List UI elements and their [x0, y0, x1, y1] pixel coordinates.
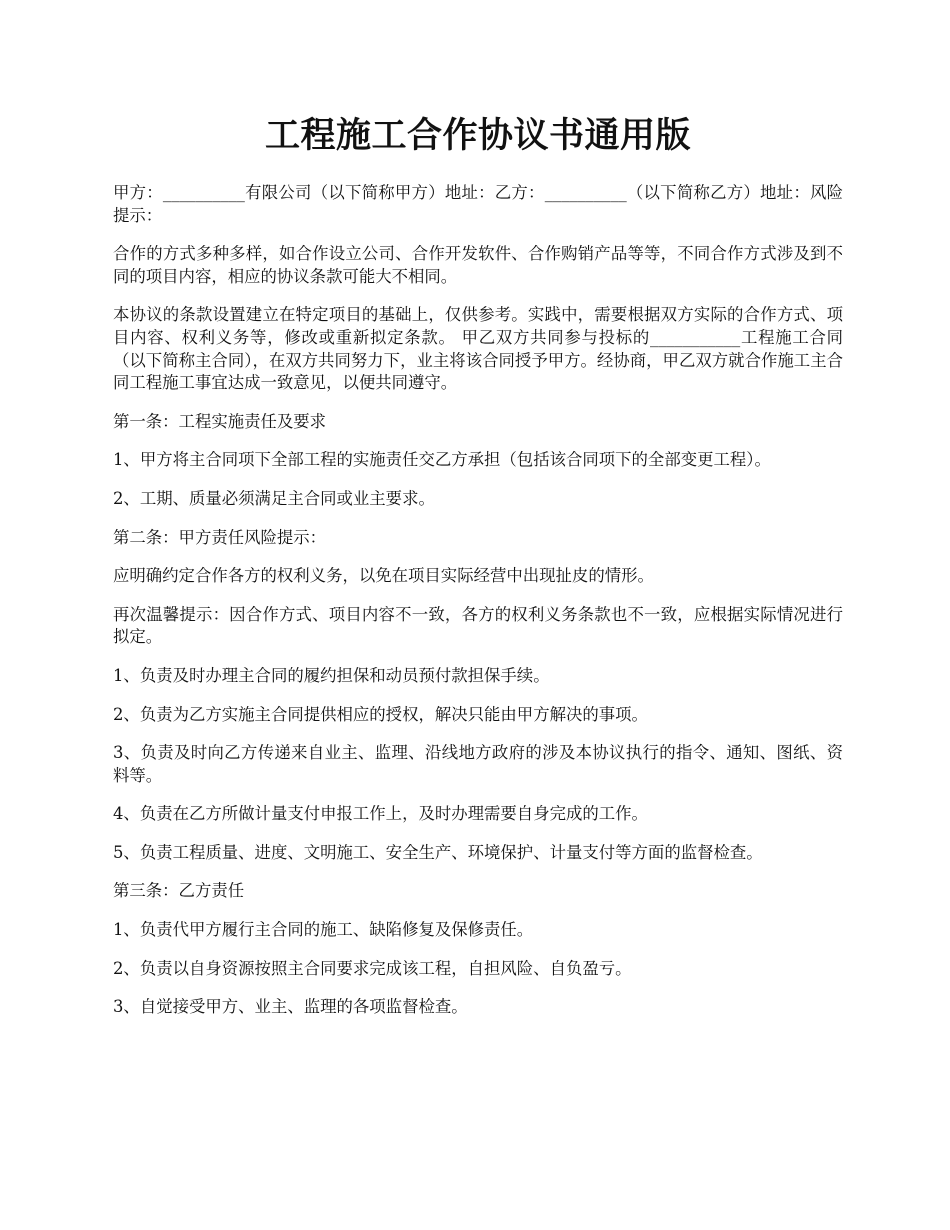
document-page — [113, 112, 843, 1035]
clause-item: 2、负责以自身资源按照主合同要求完成该工程，自担风险、自负盈亏。 — [113, 958, 632, 978]
party-info: 甲方：__________有限公司（以下简称甲方）地址：乙方：__________（以下简称乙方）地址：风险提示： — [113, 183, 843, 225]
paragraph: 合作的方式多种多样，如合作设立公司、合作开发软件、合作购销产品等等，不同合作方式涉及到不同的项目内容，相应的协议条款可能大不相同。 — [113, 244, 843, 286]
clause-item: 1、甲方将主合同项下全部工程的实施责任交乙方承担（包括该合同项下的全部变更工程）。 — [113, 450, 771, 470]
clause-item: 2、工期、质量必须满足主合同或业主要求。 — [113, 488, 435, 508]
paragraph: 本协议的条款设置建立在特定项目的基础上，仅供参考。实践中，需要根据双方实际的合作方式、项目内容、权利义务等，修改或重新拟定条款。 甲乙双方共同参与投标的___________工程施工合同（以下简称主合同），在双方共同努力下，业主将该合同授予甲方。经协商，甲乙双方就合作施工主合同工程施工事宜达成一致意见，以便共同遵守。 — [113, 305, 843, 393]
section-heading: 第一条：工程实施责任及要求 — [113, 411, 327, 431]
document-title: 工程施工合作协议书通用版 — [264, 115, 691, 156]
clause-item: 4、负责在乙方所做计量支付申报工作上，及时办理需要自身完成的工作。 — [113, 804, 648, 824]
paragraph: 应明确约定合作各方的权利义务，以免在项目实际经营中出现扯皮的情形。 — [113, 566, 654, 586]
clause-item: 3、自觉接受甲方、业主、监理的各项监督检查。 — [113, 997, 468, 1017]
section-heading: 第三条：乙方责任 — [113, 881, 245, 901]
section-heading: 第二条：甲方责任风险提示： — [113, 527, 327, 547]
clause-item: 1、负责及时办理主合同的履约担保和动员预付款担保手续。 — [113, 665, 550, 685]
clause-item: 2、负责为乙方实施主合同提供相应的授权，解决只能由甲方解决的事项。 — [113, 704, 648, 724]
paragraph: 再次温馨提示：因合作方式、项目内容不一致，各方的权利义务条款也不一致，应根据实际情况进行拟定。 — [113, 604, 843, 647]
clause-item: 1、负责代甲方履行主合同的施工、缺陷修复及保修责任。 — [113, 920, 534, 940]
clause-item: 3、负责及时向乙方传递来自业主、监理、沿线地方政府的涉及本协议执行的指令、通知、图纸、资料等。 — [113, 743, 843, 785]
clause-item: 5、负责工程质量、进度、文明施工、安全生产、环境保护、计量支付等方面的监督检查。 — [113, 842, 763, 862]
